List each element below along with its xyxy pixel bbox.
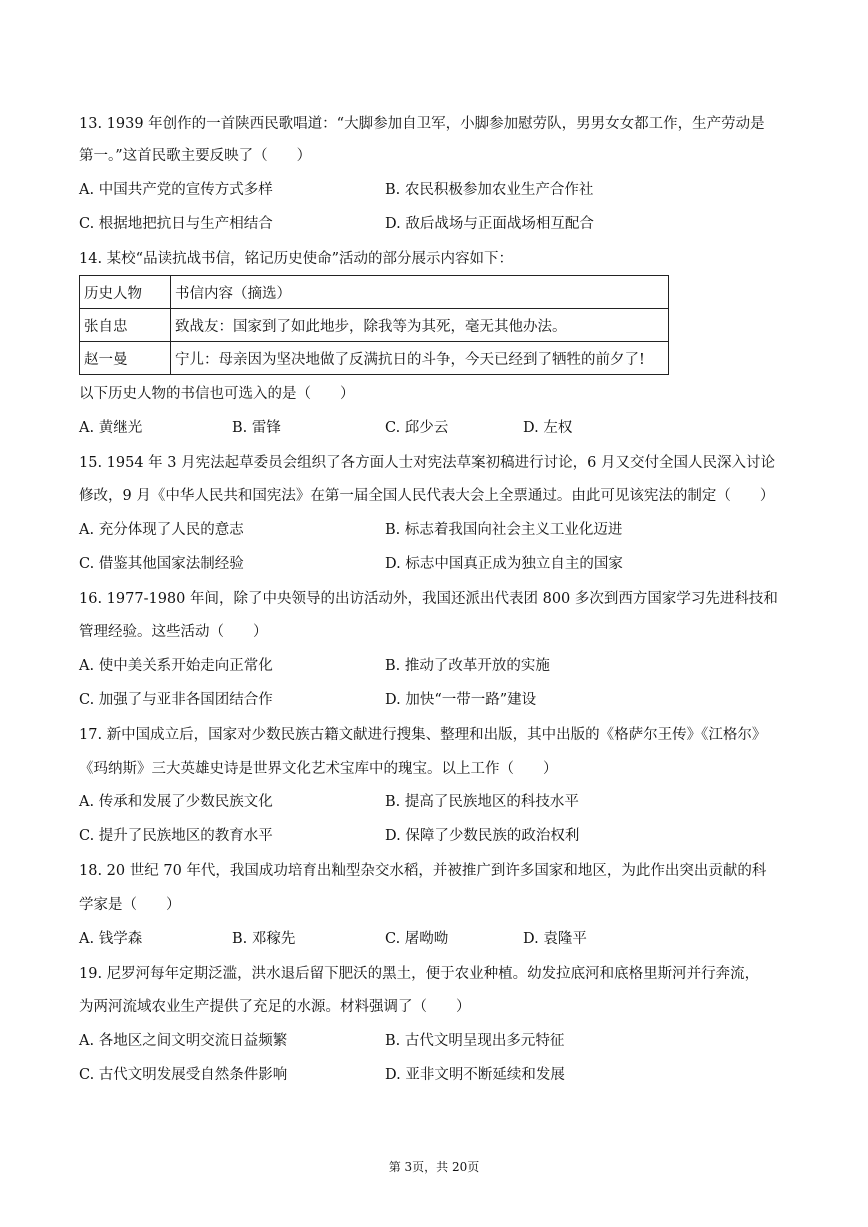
q15-stem-line1: 15. 1954 年 3 月宪法起草委员会组织了各方面人士对宪法草案初稿进行讨论，6 月又交付全国人民深入讨论	[79, 455, 775, 471]
q13-option-b: B. 农民积极参加农业生产合作社	[385, 182, 594, 198]
table-header-cell: 书信内容（摘选）	[171, 276, 669, 309]
q19-option-d: D. 亚非文明不断延续和发展	[385, 1067, 565, 1083]
q13-stem-line1: 13. 1939 年创作的一首陕西民歌唱道：“大脚参加自卫军，小脚参加慰劳队，男男女女都工作，生产劳动是	[79, 116, 765, 132]
table-cell: 赵一曼	[80, 342, 171, 375]
q19-option-b: B. 古代文明呈现出多元特征	[385, 1033, 565, 1049]
q17-option-a: A. 传承和发展了少数民族文化	[79, 794, 273, 810]
q16-option-d: D. 加快“一带一路”建设	[385, 692, 537, 708]
q14-stem-line1: 14. 某校“品读抗战书信，铭记历史使命”活动的部分展示内容如下：	[79, 251, 513, 267]
q17-stem-line2: 《玛纳斯》三大英雄史诗是世界文化艺术宝库中的瑰宝。以上工作（ ）	[79, 761, 558, 777]
q14-option-b: B. 雷锋	[232, 420, 281, 436]
q14-option-d: D. 左权	[523, 420, 573, 436]
q18-stem-line1: 18. 20 世纪 70 年代，我国成功培育出籼型杂交水稻，并被推广到许多国家和地区，为此作出突出贡献的科	[79, 863, 767, 879]
table-row	[80, 309, 669, 342]
q16-stem-line2: 管理经验。这些活动（ ）	[79, 624, 268, 640]
q16-stem-line1: 16. 1977-1980 年间，除了中央领导的出访活动外，我国还派出代表团 800 多次到西方国家学习先进科技和	[79, 591, 778, 607]
table-cell: 宁儿：母亲因为坚决地做了反满抗日的斗争，今天已经到了牺牲的前夕了!	[171, 342, 669, 375]
page-number-footer: 第 3页，共 20页	[388, 1160, 480, 1174]
q13-option-d: D. 敌后战场与正面战场相互配合	[385, 216, 594, 232]
q15-stem-line2: 修改，9 月《中华人民共和国宪法》在第一届全国人民代表大会上全票通过。由此可见该宪法的制定（ ）	[79, 488, 775, 504]
q16-option-a: A. 使中美关系开始走向正常化	[79, 658, 273, 674]
q13-stem-line2: 第一。”这首民歌主要反映了（ ）	[79, 148, 312, 164]
q17-option-b: B. 提高了民族地区的科技水平	[385, 794, 579, 810]
q14-letters-table	[79, 275, 669, 375]
q16-option-b: B. 推动了改革开放的实施	[385, 658, 550, 674]
q14-option-c: C. 邱少云	[385, 420, 449, 436]
q19-option-c: C. 古代文明发展受自然条件影响	[79, 1067, 288, 1083]
q19-option-a: A. 各地区之间文明交流日益频繁	[79, 1033, 288, 1049]
q14-option-a: A. 黄继光	[79, 420, 143, 436]
table-header-cell: 历史人物	[80, 276, 171, 309]
q14-stem-line2: 以下历史人物的书信也可选入的是（ ）	[79, 386, 355, 402]
q17-option-d: D. 保障了少数民族的政治权利	[385, 828, 580, 844]
table-header-row	[80, 276, 669, 309]
q16-option-c: C. 加强了与亚非各国团结合作	[79, 692, 273, 708]
q18-option-c: C. 屠呦呦	[385, 931, 449, 947]
table-cell: 张自忠	[80, 309, 171, 342]
q18-option-a: A. 钱学森	[79, 931, 143, 947]
table-row	[80, 342, 669, 375]
q18-stem-line2: 学家是（ ）	[79, 897, 181, 913]
q15-option-c: C. 借鉴其他国家法制经验	[79, 556, 244, 572]
q13-option-c: C. 根据地把抗日与生产相结合	[79, 216, 273, 232]
q18-option-d: D. 袁隆平	[523, 931, 587, 947]
q15-option-b: B. 标志着我国向社会主义工业化迈进	[385, 522, 623, 538]
q19-stem-line1: 19. 尼罗河每年定期泛滥，洪水退后留下肥沃的黑土，便于农业种植。幼发拉底河和底格里斯河并行奔流，	[79, 966, 760, 982]
q18-option-b: B. 邓稼先	[232, 931, 296, 947]
q13-option-a: A. 中国共产党的宣传方式多样	[79, 182, 273, 198]
q15-option-d: D. 标志中国真正成为独立自主的国家	[385, 556, 623, 572]
q17-stem-line1: 17. 新中国成立后，国家对少数民族古籍文献进行搜集、整理和出版，其中出版的《格萨尔王传》《江格尔》	[79, 727, 767, 743]
q19-stem-line2: 为两河流域农业生产提供了充足的水源。材料强调了（ ）	[79, 999, 471, 1015]
q17-option-c: C. 提升了民族地区的教育水平	[79, 828, 273, 844]
table-cell: 致战友：国家到了如此地步，除我等为其死，毫无其他办法。	[171, 309, 669, 342]
q15-option-a: A. 充分体现了人民的意志	[79, 522, 244, 538]
